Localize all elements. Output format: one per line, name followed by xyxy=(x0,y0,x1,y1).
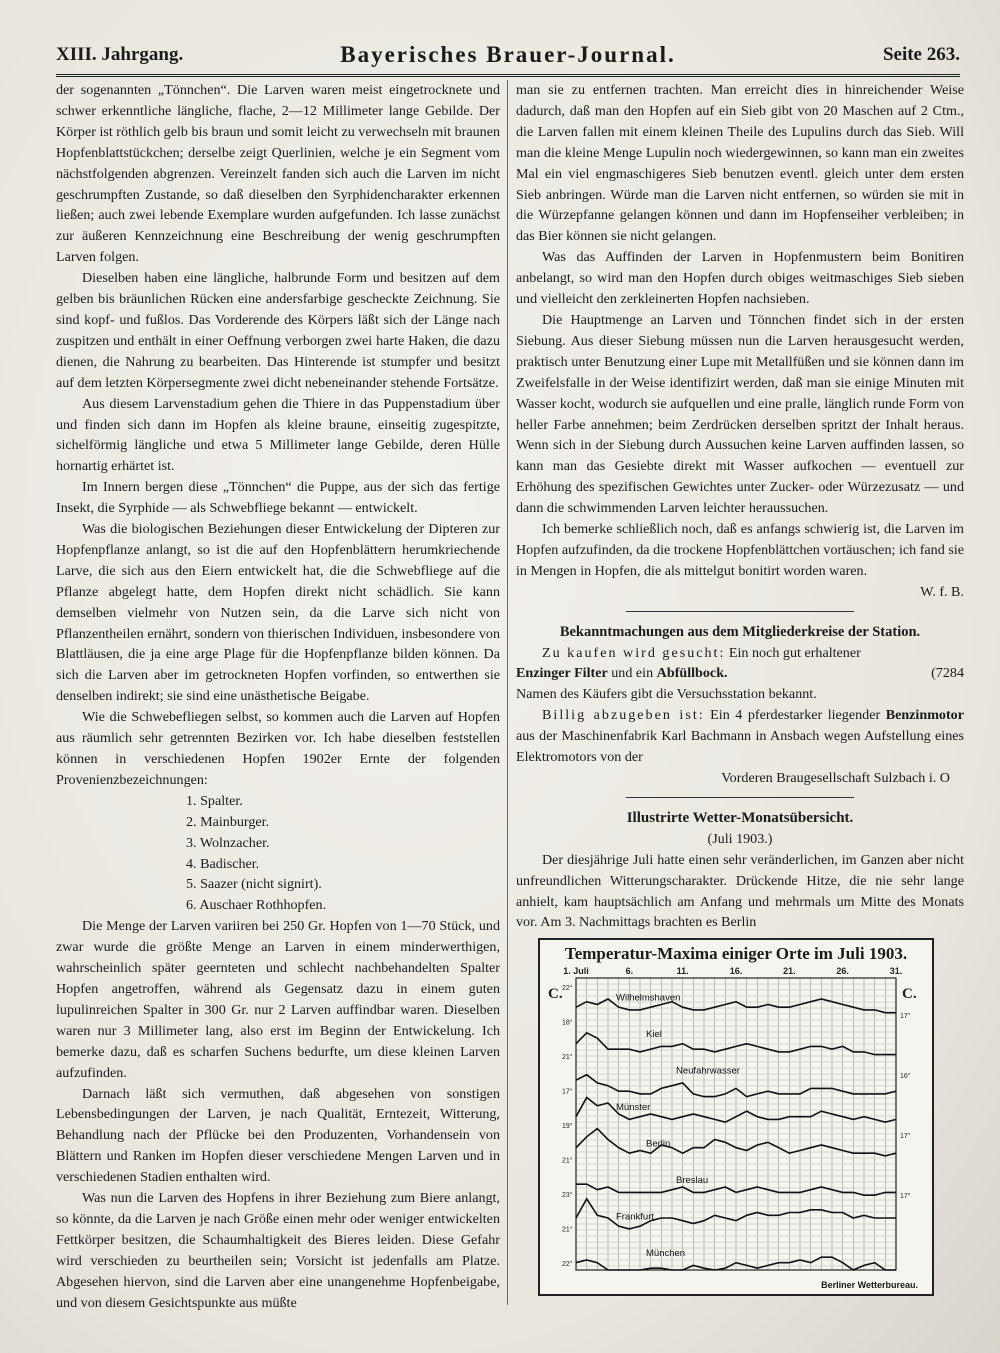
paragraph: der sogenannten „Tönnchen“. Die Larven waren meist eingetrocknete und schwer erkenntliche längliche, flache, 2—12 Millimeter lange Gebilde. Der Körper ist röthlich gelb bis braun und somit leicht zu verwechseln mit braunen Hopfenblattstückchen; derselbe zeigt Querlinien, welche je ein Segment vom nächstfolgenden abgrenzen. Vereinzelt fanden sich auch die Larven im nicht geschrumpften Zustande, so daß dieselben den Syrphidencharakter erkennen ließen; auch zwei lebende Exemplare wurden aufgefunden. Ich lasse zunächst zur äußeren Kennzeichnung eine Beschreibung der wenig geschrumpften Larven folgen. xyxy=(56,82,500,266)
page-header xyxy=(56,38,960,77)
chart-title: Temperatur-Maxima einiger Orte im Juli 1903. xyxy=(564,944,908,963)
paragraph: Die Hauptmenge an Larven und Tönnchen findet sich in der ersten Siebung. Aus dieser Siebung müssen nun die Larven herausgesucht werden, praktisch unter Benutzung einer Lupe mit Metallfüßen und sie können dann im Zweifelsfalle in der Weise identifizirt werden, daß man sie einige Minuten mit Wasser kocht, wodurch sie aufquellen und eine pralle, länglich runde Form von heller Farbe annehmen; beim Zerdrücken derselben spritzt der Inhalt heraus. Wenn sich in der Siebung durch Aussuchen keine Larven auffinden lassen, so kann man das Gesiebte direkt mit Wasser aufkochen — eventuell zur Erhöhung des spezifischen Gewichtes unter Zucker- oder Würzezusatz — und dann die schwimmenden Larven leichter heraussuchen. xyxy=(516,311,964,517)
announcement-text: Namen des Käufers gibt die Versuchsstation bekannt. xyxy=(516,686,817,703)
right-column xyxy=(516,80,964,933)
list-item: 2. Mainburger. xyxy=(186,813,270,830)
journal-title: Bayerisches Brauer-Journal. xyxy=(340,42,676,67)
series-label: Kiel xyxy=(646,1029,662,1041)
y-tick-label: 18° xyxy=(562,1019,573,1027)
list-item: 3. Wolnzacher. xyxy=(186,834,270,851)
series-label: Frankfurt xyxy=(616,1211,655,1223)
page-number: Seite 263. xyxy=(882,44,960,65)
temperature-chart xyxy=(538,938,934,1296)
product-name: Benzinmotor xyxy=(885,707,964,724)
y-tick-label: 22° xyxy=(562,1261,573,1268)
weather-title: Illustrirte Wetter-Monatsübersicht. xyxy=(626,809,854,826)
paragraph: Aus diesem Larvenstadium gehen die Thiere in das Puppenstadium über und finden sich dann im Hopfen als kleine braune, einseitig zugespitzte, sichelförmig längliche und etwa 5 Millimeter lange Gebilde, deren Hülle hornartig erhärtet ist. xyxy=(56,395,500,475)
weather-subtitle: (Juli 1903.) xyxy=(707,830,773,847)
paragraph: Wie die Schwebefliegen selbst, so kommen auch die Larven auf Hopfen aus räumlich sehr getrennten Bezirken vor. Ich habe dieselben feststellen können in verschiedenen Hopfen 1902er Ernte der folgenden Provenienzbezeichnungen: xyxy=(56,709,500,788)
section-rule xyxy=(626,611,854,612)
x-tick-label: 6. xyxy=(625,966,634,976)
product-name: Abfüllbock. xyxy=(656,665,728,682)
y-tick-label: 17° xyxy=(900,1193,911,1200)
list-item: 6. Auschaer Rothhopfen. xyxy=(186,897,327,914)
series-label: Breslau xyxy=(676,1175,709,1187)
series-label: Berlin xyxy=(646,1138,671,1150)
paragraph: Im Innern bergen diese „Tönnchen“ die Puppe, aus der sich das fertige Insekt, die Syrphide — als Schwebfliege bekannt — entwickelt. xyxy=(56,479,500,517)
paragraph: Was nun die Larven des Hopfens in ihrer Beziehung zum Biere anlangt, so könnte, da die Larven je nach Größe einen mehr oder weniger entwickelten Fettkörper besitzen, die Schaumhaltigkeit des Bieres leiden. Diese Gefahr wird verschieden zu beurtheilen sein; Vorsicht ist jedenfalls am Platze. Abgesehen hiervon, sind die Larven aber eine unangenehme Hopfenbeigabe, und von diesem Gesichtspunkte aus müßte xyxy=(56,1190,500,1311)
series-label: Wilhelmshaven xyxy=(616,992,681,1004)
announcements-title: Bekanntmachungen aus dem Mitgliederkreise der Station. xyxy=(559,623,921,640)
y-tick-label: 19° xyxy=(562,1123,573,1130)
y-tick-label: 17° xyxy=(562,1088,573,1096)
series-label: München xyxy=(646,1248,686,1260)
announcement-signature: Vorderen Braugesellschaft Sulzbach i. O xyxy=(721,770,950,786)
list-item: 1. Spalter. xyxy=(186,792,243,809)
paragraph: Die Menge der Larven variiren bei 250 Gr. Hopfen von 1—70 Stück, und zwar wurde die größte Menge an Larven in einem minderwerthigen, wahrscheinlich später geernteten und schlecht nachbehandelten Spalter Hopfen angetroffen, während als Gegensatz dazu in einem guten lupulinreichen Spalter in 300 Gr. nur 2 Larven auffindbar waren. Dieselben waren nur 3 Millimeter lang, also erst im Beginn der Entwickelung. Ich bemerke dazu, daß es scharfen Suchens bedurfte, um diese kleinen Larven aufzufinden. xyxy=(56,918,500,1081)
paragraph: Ich bemerke schließlich noch, daß es anfangs schwierig ist, die Larven im Hopfen aufzufinden, da die trockene Hopfenblättchen vortäuschen; ich fand sie in Mengen in Hopfen, die als mittelgut bonitirt worden waren. xyxy=(516,521,964,579)
series-label: Neufahrwasser xyxy=(676,1065,740,1077)
y-tick-label: 17° xyxy=(900,1013,911,1020)
volume-label: XIII. Jahrgang. xyxy=(56,44,184,65)
y-tick-label: 21° xyxy=(562,1157,573,1165)
y-tick-label: 21° xyxy=(562,1054,573,1061)
chart-source: Berliner Wetterbureau. xyxy=(821,1280,918,1290)
paragraph: Der diesjährige Juli hatte einen sehr veränderlichen, im Ganzen aber nicht unfreundlichen Witterungscharakter. Drückende Hitze, die nie sehr lange anhielt, kam hauptsächlich am Anfang und mehrmals um Mitte des Monats vor. Am 3. Nachmittags brachten es Berlin xyxy=(516,851,964,931)
y-tick-label: 17° xyxy=(900,1133,911,1140)
announcement-text: aus der Maschinenfabrik Karl Bachmann in Ansbach wegen Aufstellung eines Elektromotors von der xyxy=(516,728,964,766)
section-rule xyxy=(626,797,854,798)
list-item: 5. Saazer (nicht signirt). xyxy=(186,876,322,893)
column-divider xyxy=(507,80,508,1305)
paragraph: Darnach läßt sich vermuthen, daß abgesehen von sonstigen Lebensbedingungen der Larven, je nach Qualität, Erntezeit, Witterung, Behandlung nach der Pflücke bei den Produzenten, Vorhandensein von Blättern und Ranken im Hopfen dieser verschiedene Mengen Larven und in verschiedenen Stadien enthalten wird. xyxy=(56,1085,500,1186)
x-tick-label: 1. Juli xyxy=(563,966,589,976)
x-tick-label: 16. xyxy=(729,966,743,976)
paragraph: Dieselben haben eine längliche, halbrunde Form und besitzen auf dem gelben bis bräunlichen Rücken eine andersfarbige gescheckte Zeichnung. Sie sind kopf- und fußlos. Das Vorderende des Körpers läßt sich der Länge nach zuspitzen und enthält in einer Oeffnung verborgen zwei harte Haken, die dazu dienen, die Nahrung zu bearbeiten. Das Hinterende ist stumpfer und besitzt auf dem letzten Körpersegmente zwei dicht nebeneinander stehende Fortsätze. xyxy=(56,270,500,391)
announcement-1 xyxy=(516,643,964,685)
announcement-lead: Zu kaufen wird gesucht: xyxy=(542,644,726,661)
list-item: 4. Badischer. xyxy=(186,855,260,872)
y-tick-label: 16° xyxy=(900,1073,911,1080)
announcement-lead: Billig abzugeben ist: xyxy=(542,707,705,724)
unit-label-right: C. xyxy=(902,986,917,1002)
product-name: Enzinger Filter xyxy=(516,665,608,682)
author-signature: W. f. B. xyxy=(920,583,964,600)
paragraph: Was die biologischen Beziehungen dieser Entwickelung der Dipteren zur Hopfenpflanze anlangt, so ist die auf den Hopfenblättern herumkriechende Larve, die sich aus den Eiern entwickelt hat, die die Schwebfliege auf die Pflanze abgelegt hatte, dem Hopfen direkt nicht schädlich. Sie kann demselben vielmehr von Nutzen sein, da die Larve sich nicht von Pflanzentheilen ernährt, sondern von thierischen Individuen, insbesondere von Blattläusen, die ja eine arge Plage für die Hopfenpflanze bilden können. Da sich die Larven aber im getrockneten Hopfen vorfinden, so entwerthen sie denselben indirekt; sie sind eine unästhetische Beigabe. xyxy=(56,521,500,705)
unit-label-left: C. xyxy=(548,986,563,1002)
x-tick-label: 26. xyxy=(836,966,849,976)
provenance-list xyxy=(56,791,500,916)
x-tick-label: 21. xyxy=(783,966,796,976)
y-tick-label: 23° xyxy=(562,1192,573,1199)
announcement-text: und ein xyxy=(607,665,657,682)
paragraph: man sie zu entfernen trachten. Man erreicht dies in hinreichender Weise dadurch, daß man den Hopfen auf ein Sieb gibt von 20 Maschen auf 2 Ctm., die Larven fallen mit einem kleinen Theile des Lupulins durch das Sieb. Will man die kleine Menge Lupulin noch wiedergewinnen, so kann man ein zweites Mal ein viel engmaschigeres Sieb benutzen eventl. gleich unter dem ersten Sieb anbringen. Würde man die Larven nicht entfernen, so würden sie mit in die Würzepfanne gelangen können und dann im Hopfenseiher verbleiben; in das Bier können sie nicht gelangen. xyxy=(516,82,964,245)
y-tick-label: 21° xyxy=(562,1226,573,1234)
chart-svg xyxy=(540,940,932,1294)
announcement-2 xyxy=(516,705,964,768)
reference-number: (7284 xyxy=(931,665,964,682)
left-column xyxy=(56,80,500,1313)
y-tick-label: 22° xyxy=(562,985,573,992)
x-tick-label: 31. xyxy=(889,966,903,976)
announcement-text: Ein noch gut erhaltener xyxy=(725,644,861,661)
series-label: Münster xyxy=(616,1102,651,1114)
x-tick-label: 11. xyxy=(676,966,689,976)
announcement-text: Ein 4 pferdestarker liegender xyxy=(704,707,886,724)
paragraph: Was das Auffinden der Larven in Hopfenmustern beim Bonitiren anbelangt, so wird man den Hopfen durch obiges weitmaschiges Sieb sieben und vielleicht den zerkleinerten Hopfen nachsieben. xyxy=(516,249,964,308)
